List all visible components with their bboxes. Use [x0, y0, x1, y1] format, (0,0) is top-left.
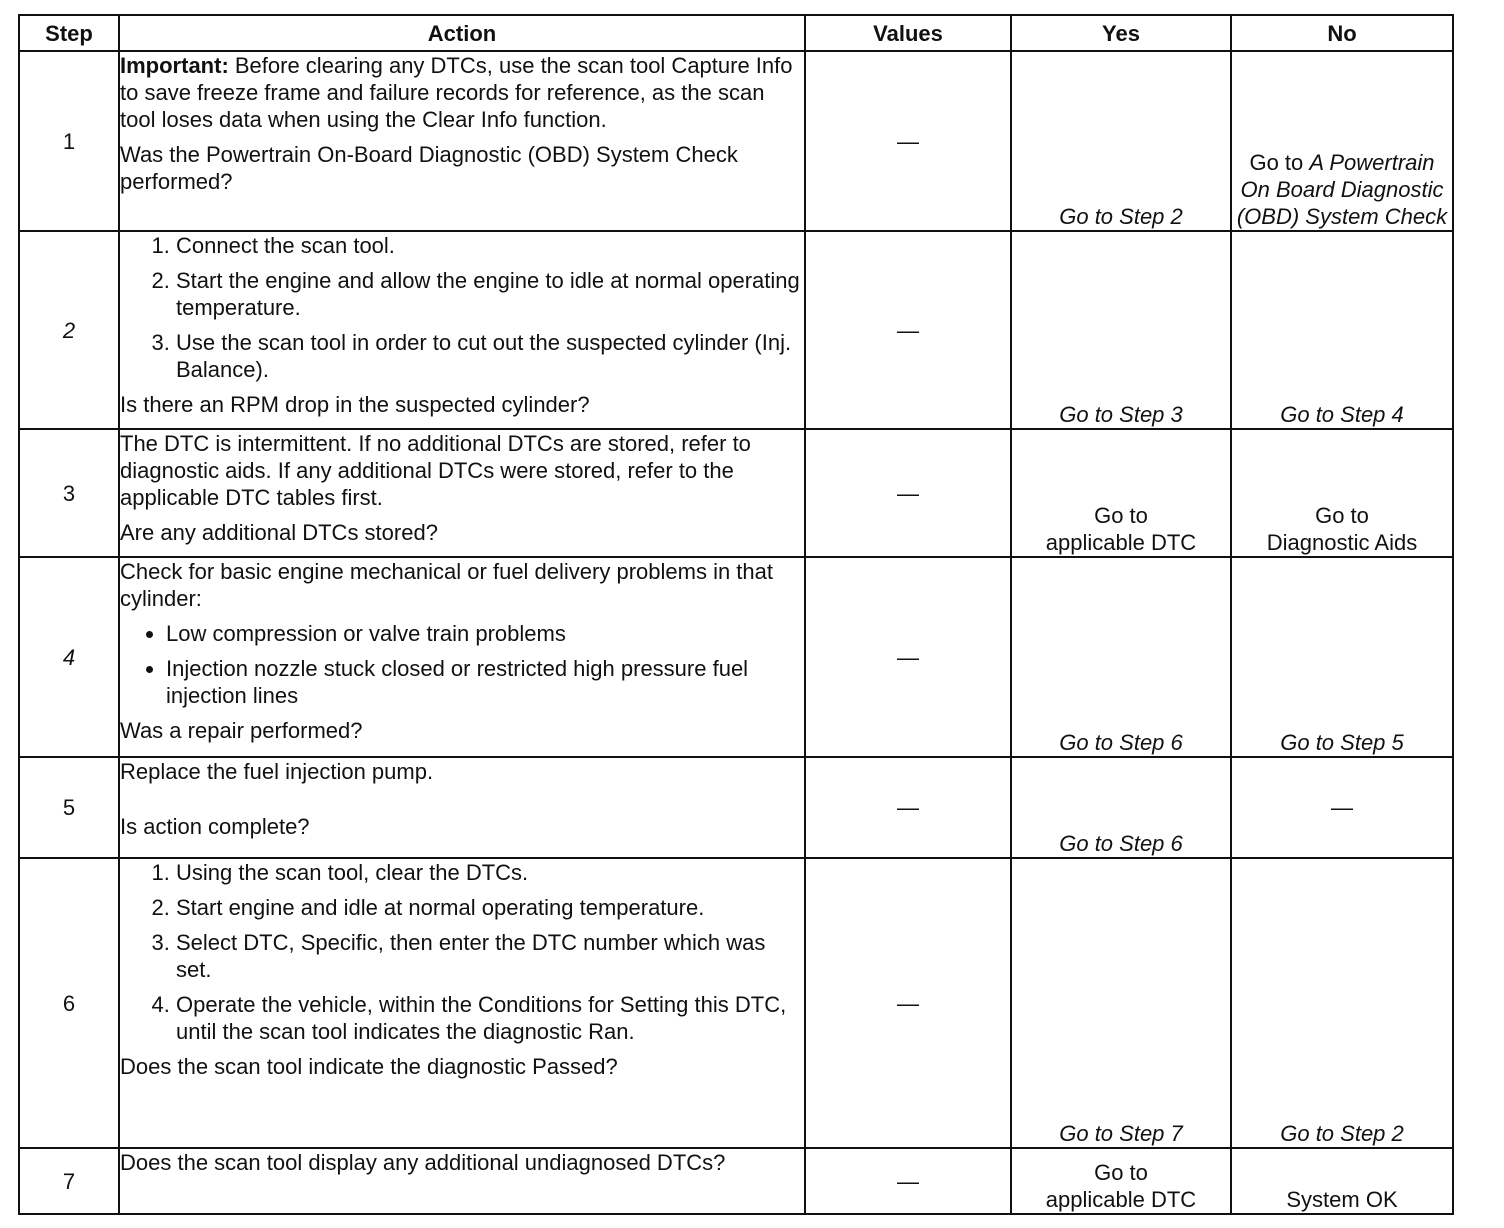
- step-number: 6: [19, 858, 119, 1148]
- important-note: [120, 52, 804, 133]
- action-cell: [119, 557, 805, 757]
- list-item: 4. Operate the vehicle, within the Conditions for Setting this DTC, until the scan tool indicates the diagnostic Ran.: [176, 991, 804, 1045]
- question-text: Are any additional DTCs stored?: [120, 520, 438, 545]
- no-prefix: Go to: [1249, 150, 1310, 175]
- action-cell: [119, 429, 805, 557]
- values-cell: —: [805, 51, 1011, 231]
- header-step: Step: [19, 15, 119, 51]
- values-cell: —: [805, 858, 1011, 1148]
- no-link[interactable]: A Powertrain On Board Diagnostic (OBD) System Check: [1236, 150, 1448, 229]
- yes-link[interactable]: Go to Step 6: [1011, 557, 1231, 757]
- action-text: The DTC is intermittent. If no additional DTCs are stored, refer to diagnostic aids. If any additional DTCs were stored, refer to the applicable DTC tables first.: [120, 431, 751, 510]
- question-text: Was a repair performed?: [120, 718, 363, 743]
- table-row-step-1: [19, 51, 1453, 231]
- no-link[interactable]: Go to Step 5: [1231, 557, 1453, 757]
- question-text: Is action complete?: [120, 814, 310, 839]
- yes-link[interactable]: Go to Step 7: [1011, 858, 1231, 1148]
- step-number: 3: [19, 429, 119, 557]
- values-cell: —: [805, 757, 1011, 858]
- step-number: 1: [19, 51, 119, 231]
- yes-cell[interactable]: [1011, 1148, 1231, 1214]
- yes-link[interactable]: Go to Step 3: [1011, 231, 1231, 429]
- no-cell: —: [1231, 757, 1453, 858]
- action-text: Check for basic engine mechanical or fuel delivery problems in that cylinder:: [120, 559, 773, 611]
- values-cell: —: [805, 1148, 1011, 1214]
- action-text: Replace the fuel injection pump.: [120, 759, 434, 784]
- no-line-1: Go to: [1315, 503, 1369, 528]
- step-number: 7: [19, 1148, 119, 1214]
- no-line-2: Diagnostic Aids: [1266, 530, 1418, 555]
- action-cell: [119, 858, 805, 1148]
- list-item: 1. Using the scan tool, clear the DTCs.: [176, 859, 804, 886]
- step-number: 5: [19, 757, 119, 858]
- header-values: Values: [805, 15, 1011, 51]
- yes-link[interactable]: Go to Step 2: [1011, 51, 1231, 231]
- action-cell: [119, 1148, 805, 1214]
- list-item: 2. Start engine and idle at normal operating temperature.: [176, 894, 804, 921]
- yes-line-1: Go to: [1094, 1160, 1148, 1185]
- action-cell: [119, 757, 805, 858]
- action-cell: [119, 51, 805, 231]
- yes-cell[interactable]: [1011, 429, 1231, 557]
- question-text: Is there an RPM drop in the suspected cylinder?: [120, 392, 590, 417]
- table-row-step-4: [19, 557, 1453, 757]
- list-item: 2. Start the engine and allow the engine to idle at normal operating temperature.: [176, 267, 804, 321]
- no-link[interactable]: Go to Step 4: [1231, 231, 1453, 429]
- values-cell: —: [805, 557, 1011, 757]
- no-link[interactable]: System OK: [1231, 1148, 1453, 1214]
- no-cell: [1231, 51, 1453, 231]
- action-cell: [119, 231, 805, 429]
- values-cell: —: [805, 231, 1011, 429]
- table-row-step-5: [19, 757, 1453, 858]
- header-row: [19, 15, 1453, 51]
- table-row-step-7: [19, 1148, 1453, 1214]
- step-number: 2: [19, 231, 119, 429]
- action-bullets-list: [120, 620, 804, 709]
- yes-line-1: Go to: [1094, 503, 1148, 528]
- header-action: Action: [119, 15, 805, 51]
- list-item: 3. Use the scan tool in order to cut out the suspected cylinder (Inj. Balance).: [176, 329, 804, 383]
- list-item: 3. Select DTC, Specific, then enter the DTC number which was set.: [176, 929, 804, 983]
- list-item: 1. Connect the scan tool.: [176, 232, 804, 259]
- list-item: • Low compression or valve train problems: [166, 620, 804, 647]
- yes-link[interactable]: Go to Step 6: [1011, 757, 1231, 858]
- action-steps-list: [120, 859, 804, 1045]
- table-row-step-6: [19, 858, 1453, 1148]
- table-row-step-3: [19, 429, 1453, 557]
- header-yes: Yes: [1011, 15, 1231, 51]
- question-text: Was the Powertrain On-Board Diagnostic (OBD) System Check performed?: [120, 142, 738, 194]
- step-number: 4: [19, 557, 119, 757]
- important-label: Important:: [120, 53, 229, 78]
- header-no: No: [1231, 15, 1453, 51]
- yes-line-2: applicable DTC: [1045, 530, 1197, 555]
- table-row-step-2: [19, 231, 1453, 429]
- list-item: • Injection nozzle stuck closed or restricted high pressure fuel injection lines: [166, 655, 804, 709]
- no-cell[interactable]: [1231, 429, 1453, 557]
- yes-line-2: applicable DTC: [1045, 1187, 1197, 1212]
- question-text: Does the scan tool indicate the diagnostic Passed?: [120, 1054, 618, 1079]
- diagnostic-table: [18, 14, 1454, 1215]
- values-cell: —: [805, 429, 1011, 557]
- important-text: Before clearing any DTCs, use the scan tool Capture Info to save freeze frame and failure records for reference, as the scan tool loses data when using the Clear Info function.: [120, 53, 793, 132]
- question-text: Does the scan tool display any additional undiagnosed DTCs?: [120, 1150, 726, 1175]
- action-steps-list: [120, 232, 804, 383]
- no-link[interactable]: Go to Step 2: [1231, 858, 1453, 1148]
